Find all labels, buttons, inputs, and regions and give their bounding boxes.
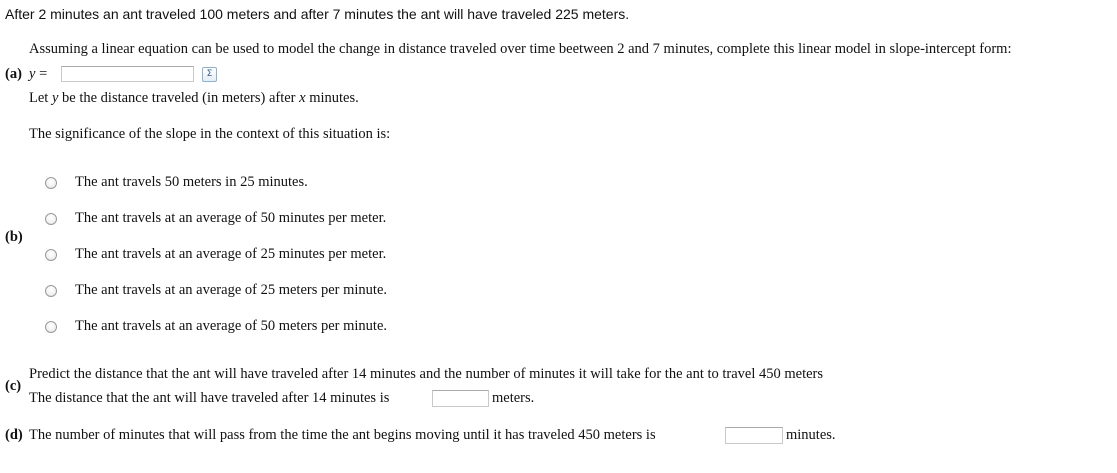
radio-button[interactable] (45, 285, 57, 297)
minutes-unit: minutes. (786, 427, 836, 443)
equation-input[interactable] (61, 66, 194, 82)
radio-button[interactable] (45, 177, 57, 189)
note-suffix: minutes. (309, 90, 359, 106)
note-mid: be the distance traveled (in meters) after (62, 90, 296, 106)
minutes-input[interactable] (725, 427, 783, 444)
part-b-label: (b) (5, 229, 23, 245)
sigma-icon[interactable]: Σ (202, 67, 217, 82)
equation-lhs (29, 66, 47, 83)
radio-button[interactable] (45, 213, 57, 225)
equation-equals: = (39, 66, 48, 82)
variable-note (29, 90, 359, 107)
note-var-y: y (51, 90, 59, 106)
minutes-prompt: The number of minutes that will pass from the time the ant begins moving until it has traveled 450 meters is (29, 427, 656, 443)
instruction-text: Assuming a linear equation can be used to model the change in distance traveled over time beetween 2 and 7 minutes, complete this linear model in slope-intercept form: (29, 41, 1012, 57)
note-prefix: Let (29, 90, 49, 106)
equation-var-y: y (29, 66, 36, 82)
part-d-label: (d) (5, 427, 23, 443)
radio-button[interactable] (45, 249, 57, 261)
note-var-x: x (299, 90, 306, 106)
part-a-label: (a) (5, 66, 22, 82)
radio-button[interactable] (45, 321, 57, 333)
option-label[interactable]: The ant travels 50 meters in 25 minutes. (75, 174, 308, 190)
slope-question: The significance of the slope in the context of this situation is: (29, 126, 391, 142)
distance-input[interactable] (432, 390, 489, 407)
prediction-question: Predict the distance that the ant will have traveled after 14 minutes and the number of minutes it will take for the ant to travel 450 meters (29, 366, 824, 382)
option-label[interactable]: The ant travels at an average of 50 meters per minute. (75, 318, 388, 334)
option-label[interactable]: The ant travels at an average of 25 meters per minute. (75, 282, 388, 298)
part-c-label: (c) (5, 378, 22, 394)
option-label[interactable]: The ant travels at an average of 25 minutes per meter. (75, 246, 387, 262)
distance-prompt: The distance that the ant will have traveled after 14 minutes is (29, 390, 390, 406)
problem-intro: After 2 minutes an ant traveled 100 meters and after 7 minutes the ant will have traveled 225 meters. (5, 6, 630, 22)
distance-unit: meters. (492, 390, 535, 406)
option-label[interactable]: The ant travels at an average of 50 minutes per meter. (75, 210, 387, 226)
